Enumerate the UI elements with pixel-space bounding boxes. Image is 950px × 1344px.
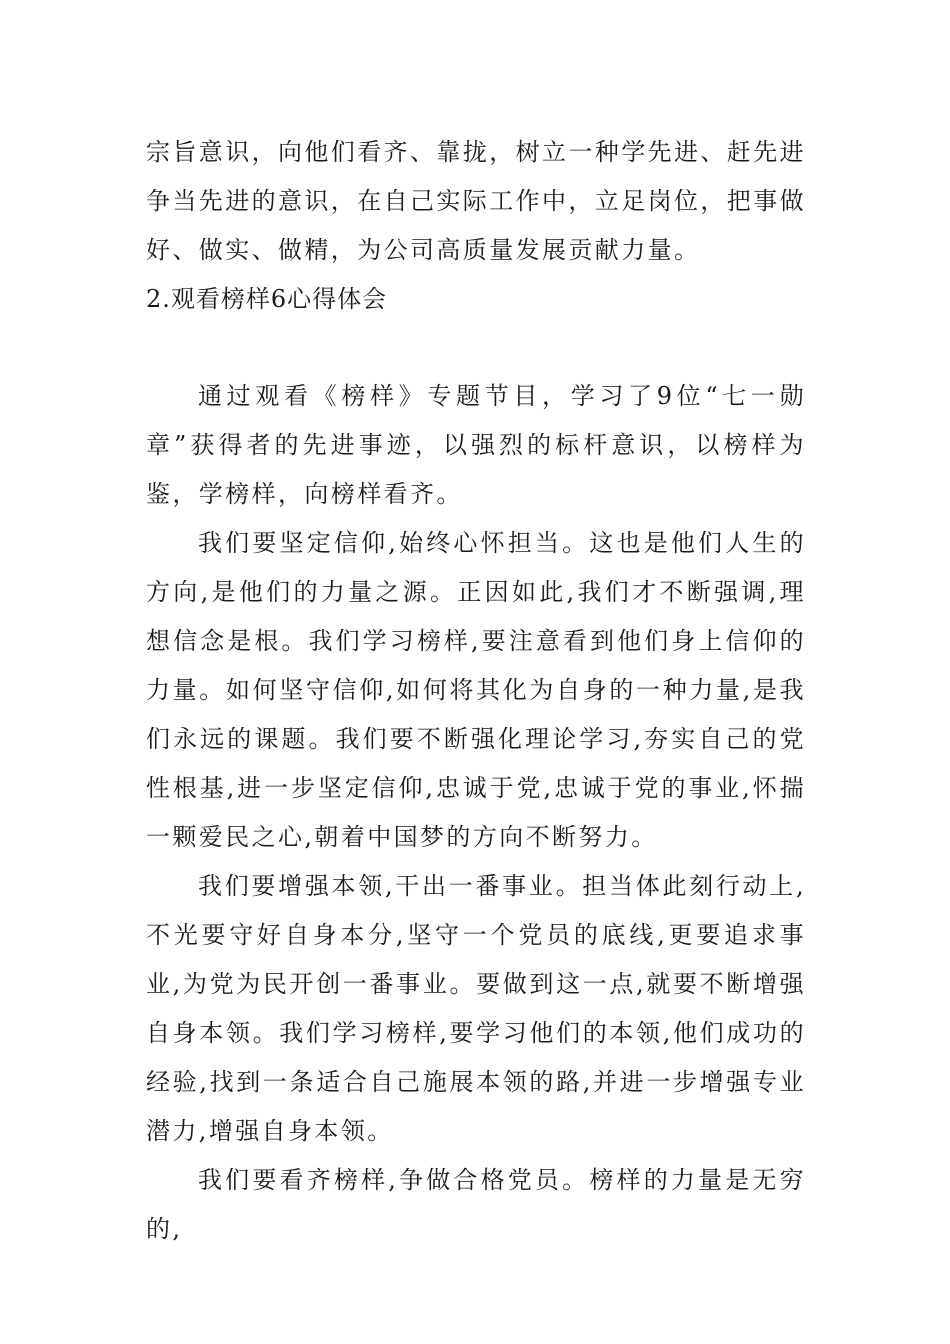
document-body xyxy=(146,128,806,1254)
paragraph-ability: 我们要增强本领,干出一番事业。担当体此刻行动上,不光要守好自身本分,坚守一个党员的底线,更要追求事业,为党为民开创一番事业。要做到这一点,就要不断增强自身本领。我们学习榜样,要学习他们的本领,他们成功的经验,找到一条适合自己施展本领的路,并进一步增强专业潜力,增强自身本领。 xyxy=(146,872,806,1145)
section-heading: 2.观看榜样6心得体会 xyxy=(146,285,388,313)
continuation-paragraph: 宗旨意识，向他们看齐、靠拢，树立一种学先进、赶先进争当先进的意识，在自己实际工作中，立足岗位，把事做好、做实、做精，为公司高质量发展贡献力量。 xyxy=(146,138,806,264)
paragraph-intro: 通过观看《榜样》专题节目，学习了9位“七一勋章”获得者的先进事迹，以强烈的标杆意识，以榜样为鉴，学榜样，向榜样看齐。 xyxy=(146,382,806,508)
blank-line xyxy=(146,324,806,372)
paragraph-faith: 我们要坚定信仰,始终心怀担当。这也是他们人生的方向,是他们的力量之源。正因如此,我们才不断强调,理想信念是根。我们学习榜样,要注意看到他们身上信仰的力量。如何坚守信仰,如何将其化为自身的一种力量,是我们永远的课题。我们要不断强化理论学习,夯实自己的党性根基,进一步坚定信仰,忠诚于党,忠诚于党的事业,怀揣一颗爱民之心,朝着中国梦的方向不断努力。 xyxy=(146,529,806,851)
paragraph-role-model: 我们要看齐榜样,争做合格党员。榜样的力量是无穷的, xyxy=(146,1166,806,1243)
